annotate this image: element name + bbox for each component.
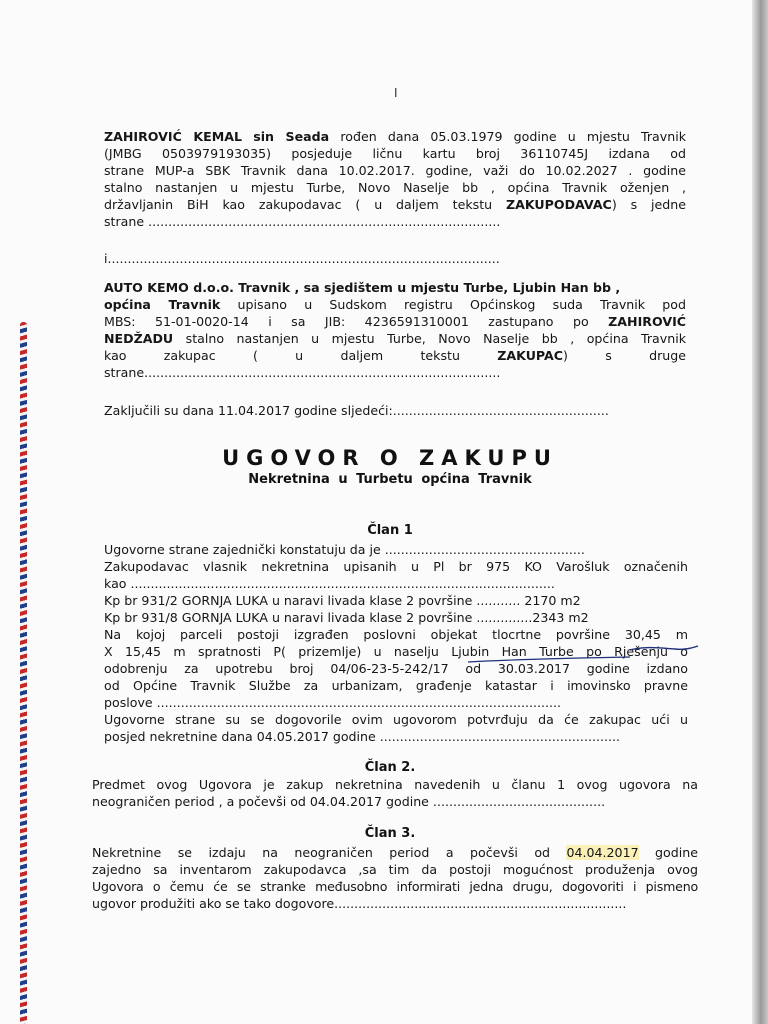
party1-line-6: strane ........................................................................................ bbox=[104, 214, 501, 229]
conjunction-line: i.................................................................................................. bbox=[104, 251, 500, 266]
page-edge bbox=[752, 0, 768, 1024]
party1-line-2: (JMBG 0503979193035) posjeduje ličnu kartu broj 36110745J izdana od bbox=[104, 146, 686, 161]
article-3-line-4: ugovor produžiti ako se tako dogovore......................................................................... bbox=[92, 896, 627, 911]
concluded-line: Zaključili su dana 11.04.2017 godine sljedeći:...................................................... bbox=[104, 403, 609, 418]
highlighted-date: 04.04.2017 bbox=[566, 845, 639, 860]
page-number: I bbox=[394, 86, 398, 100]
contract-title: UGOVOR O ZAKUPU bbox=[222, 446, 558, 470]
party2-line-6: strane......................................................................................... bbox=[104, 365, 501, 380]
article-1-line-8: odobrenju za upotrebu broj 04/06-23-5-242/17 od 30.03.2017 godine izdano bbox=[104, 661, 688, 676]
article-2-body bbox=[92, 776, 698, 810]
party2-line-2: općina Travnik upisano u Sudskom registru Općinskog suda Travnik pod bbox=[104, 297, 686, 312]
article-1-line-7: X 15,45 m spratnosti P( prizemlje) u naselju Ljubin Han Turbe po Rješenju o bbox=[104, 644, 688, 659]
article-3-body bbox=[92, 844, 698, 912]
article-1-line-2: Zakupodavac vlasnik nekretnina upisanih u Pl br 975 KO Varošluk označenih bbox=[104, 559, 688, 574]
article-3-line-2: zajedno sa inventarom zakupodavca ,sa tim da postoji mogućnost produženja ovog bbox=[92, 862, 698, 877]
party2-line-1: AUTO KEMO d.o.o. Travnik , sa sjedištem u mjestu Turbe, Ljubin Han bb , bbox=[104, 280, 621, 295]
article-3-line-3: Ugovora o čemu će se stranke međusobno informirati jedna drugu, dogovoriti i pismeno bbox=[92, 879, 698, 894]
article-1-line-11: Ugovorne strane su se dogovorile ovim ugovorom potvrđuju da će zakupac ući u bbox=[104, 712, 688, 727]
article-3-line-1: Nekretnine se izdaju na neograničen period a počevši od 04.04.2017 godine bbox=[92, 845, 698, 860]
party2-paragraph bbox=[104, 279, 686, 381]
party1-line-5: državljanin BiH kao zakupodavac ( u daljem tekstu ZAKUPODAVAC) s jedne bbox=[104, 197, 686, 212]
party1-line-4: stalno nastanjen u mjestu Turbe, Novo Naselje bb , općina Travnik oženjen , bbox=[104, 180, 686, 195]
article-2-heading: Član 2. bbox=[364, 760, 416, 775]
article-1-body bbox=[104, 541, 688, 745]
article-2-line-1: Predmet ovog Ugovora je zakup nekretnina navedenih u članu 1 ovog ugovora na bbox=[92, 777, 698, 792]
party1-paragraph bbox=[104, 128, 686, 230]
article-1-line-10: poslove ..................................................................................................... bbox=[104, 695, 561, 710]
article-3-heading: Član 3. bbox=[364, 826, 416, 841]
article-1-heading: Član 1 bbox=[367, 523, 413, 538]
article-1-line-3: kao .......................................................................................................... bbox=[104, 576, 555, 591]
article-1-line-9: od Općine Travnik Službe za urbanizam, građenje katastar i imovinsko pravne bbox=[104, 678, 688, 693]
contract-subtitle: Nekretnina u Turbetu općina Travnik bbox=[248, 472, 532, 487]
article-1-line-12: posjed nekretnine dana 04.05.2017 godine ............................................................ bbox=[104, 729, 620, 744]
party2-line-5: kao zakupac ( u daljem tekstu ZAKUPAC) s druge bbox=[104, 348, 686, 363]
party2-line-4: NEDŽADU stalno nastanjen u mjestu Turbe, Novo Naselje bb , općina Travnik bbox=[104, 331, 686, 346]
binding-cord bbox=[20, 322, 27, 1024]
pen-underline-mark bbox=[300, 644, 700, 664]
article-1-line-4: Kp br 931/2 GORNJA LUKA u naravi livada klase 2 površine ........... 2170 m2 bbox=[104, 593, 581, 608]
article-1-line-6: Na kojoj parceli postoji izgrađen poslovni objekat tlocrtne površine 30,45 m bbox=[104, 627, 688, 642]
party2-line-3: MBS: 51-01-0020-14 i sa JIB: 4236591310001 zastupano po ZAHIROVIĆ bbox=[104, 314, 686, 329]
article-2-line-2: neograničen period , a počevši od 04.04.2017 godine ........................................... bbox=[92, 794, 606, 809]
party1-line-3: strane MUP-a SBK Travnik dana 10.02.2017. godine, važi do 10.02.2027 . godine bbox=[104, 163, 686, 178]
article-1-line-5: Kp br 931/8 GORNJA LUKA u naravi livada klase 2 površine ..............2343 m2 bbox=[104, 610, 589, 625]
party1-line-1: ZAHIROVIĆ KEMAL sin Seada rođen dana 05.03.1979 godine u mjestu Travnik bbox=[104, 129, 686, 144]
article-1-line-1: Ugovorne strane zajednički konstatuju da je .................................................. bbox=[104, 542, 585, 557]
